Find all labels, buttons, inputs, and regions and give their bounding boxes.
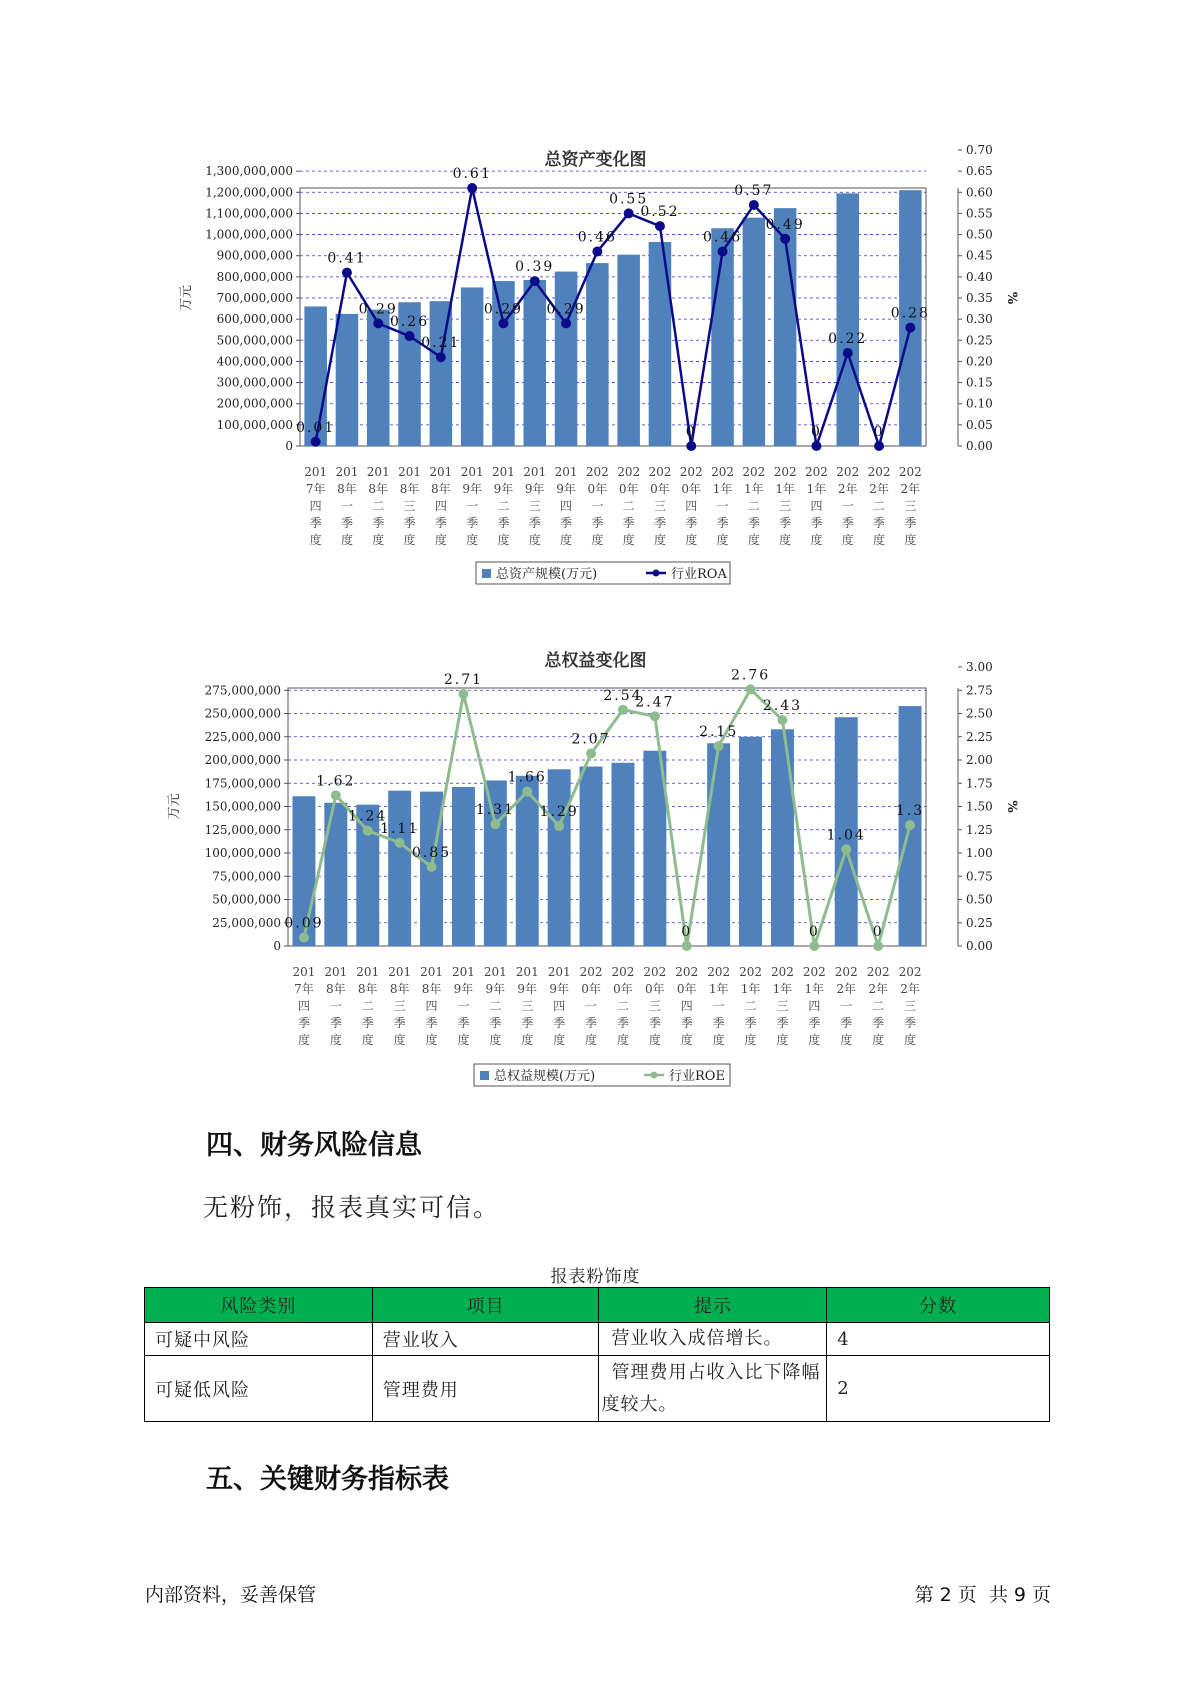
data-label-14: 0.57 <box>734 182 774 199</box>
data-point-2 <box>373 318 383 328</box>
x-tick-label-8: 201 9年四季度 <box>547 965 571 1047</box>
data-label-10: 0.55 <box>609 191 649 208</box>
y2-tick-label: 2.75 <box>966 683 993 698</box>
data-point-9 <box>586 748 596 758</box>
y-tick-label: 200,000,000 <box>216 396 293 411</box>
x-tick-label-11: 202 0年三季度 <box>643 965 667 1047</box>
data-label-5: 2.71 <box>443 671 484 688</box>
bar-5 <box>452 787 475 946</box>
y2-tick-label: 3.00 <box>966 660 993 674</box>
x-tick-label-3: 201 8年三季度 <box>388 965 412 1047</box>
table-row <box>145 1356 1050 1422</box>
data-point-11 <box>650 711 660 721</box>
bar-14 <box>739 737 762 946</box>
y2-tick-label: 1.00 <box>966 846 993 860</box>
data-point-12 <box>682 941 692 951</box>
data-label-8: 0.29 <box>546 301 586 318</box>
y2-tick-label: 0.70 <box>966 143 993 157</box>
y2-tick-label: 0.10 <box>966 396 993 411</box>
x-tick-label-15: 202 1年三季度 <box>770 965 794 1047</box>
data-point-15 <box>780 234 790 244</box>
data-label-1: 1.62 <box>316 773 356 790</box>
x-tick-label-5: 201 9年一季度 <box>451 965 475 1047</box>
x-tick-label-7: 201 9年三季度 <box>523 465 547 547</box>
data-label-3: 0.26 <box>389 314 430 331</box>
data-point-16 <box>809 941 819 951</box>
column-header-item: 项目 <box>372 1288 599 1323</box>
data-point-3 <box>405 331 415 341</box>
data-label-18: 0 <box>872 924 884 940</box>
data-point-5 <box>467 183 477 193</box>
y2-tick-label: 0.45 <box>966 248 993 263</box>
y2-tick-label: 0.00 <box>966 939 993 953</box>
bar-11 <box>649 242 672 446</box>
x-tick-label-13: 202 1年一季度 <box>711 465 735 547</box>
data-label-4: 0.21 <box>421 335 461 352</box>
data-label-5: 0.61 <box>452 166 492 183</box>
y-tick-label: 50,000,000 <box>212 892 281 907</box>
data-point-18 <box>874 441 884 451</box>
data-point-19 <box>905 323 915 333</box>
data-point-6 <box>490 819 500 829</box>
x-tick-label-4: 201 8年四季度 <box>429 465 453 547</box>
x-tick-label-2: 201 8年二季度 <box>356 965 380 1047</box>
column-header-hint: 提示 <box>599 1288 827 1323</box>
data-point-18 <box>873 941 883 951</box>
data-label-9: 0.46 <box>577 229 617 246</box>
data-label-11: 2.47 <box>635 694 675 711</box>
data-label-2: 0.29 <box>358 301 398 318</box>
data-point-7 <box>522 787 532 797</box>
y-tick-label: 75,000,000 <box>212 869 281 884</box>
x-tick-label-18: 202 2年二季度 <box>866 965 890 1047</box>
data-point-9 <box>592 246 602 256</box>
data-point-2 <box>363 826 373 836</box>
data-point-0 <box>311 437 321 447</box>
y2-tick-label: 0.35 <box>966 291 993 305</box>
x-tick-label-5: 201 9年一季度 <box>460 465 484 547</box>
y-tick-label: 0 <box>285 439 293 453</box>
section-heading-financial-risk: 四、财务风险信息 <box>206 1130 422 1161</box>
data-label-16: 0 <box>808 924 820 940</box>
x-tick-label-9: 202 0年一季度 <box>579 965 603 1047</box>
data-label-17: 1.04 <box>826 827 866 844</box>
y2-tick-label: 1.25 <box>966 822 993 837</box>
data-point-0 <box>299 933 309 943</box>
y-tick-label: 900,000,000 <box>216 248 293 263</box>
bar-10 <box>617 255 640 446</box>
data-label-15: 2.43 <box>762 698 803 715</box>
data-point-3 <box>395 838 405 848</box>
y2-tick-label: 2.00 <box>966 753 993 767</box>
y2-tick-label: 2.50 <box>966 706 993 721</box>
bar-2 <box>367 310 390 446</box>
risk-category-cell: 可疑低风险 <box>145 1356 373 1422</box>
hint-cell: 营业收入成倍增长。 <box>599 1323 827 1356</box>
y-tick-label: 700,000,000 <box>216 291 293 305</box>
bar-9 <box>580 767 603 946</box>
y2-tick-label: 2.25 <box>966 729 993 744</box>
y-tick-label: 1,100,000,000 <box>205 206 293 221</box>
bar-17 <box>836 193 859 446</box>
y-tick-label: 600,000,000 <box>216 312 293 327</box>
data-label-16: 0 <box>810 424 822 440</box>
data-label-14: 2.76 <box>730 667 771 684</box>
data-label-12: 0 <box>685 424 697 440</box>
x-tick-label-19: 202 2年三季度 <box>898 465 922 547</box>
data-label-18: 0 <box>873 424 885 440</box>
y2-tick-label: 0.40 <box>966 269 993 284</box>
risk-category-cell: 可疑中风险 <box>145 1323 373 1356</box>
y2-tick-label: 0.30 <box>966 312 993 327</box>
data-label-13: 0.46 <box>702 229 743 246</box>
x-tick-label-0: 201 7年四季度 <box>304 465 328 547</box>
y-tick-label: 150,000,000 <box>204 799 281 814</box>
x-tick-label-10: 202 0年二季度 <box>611 965 635 1047</box>
data-point-14 <box>749 200 759 210</box>
data-point-13 <box>718 246 728 256</box>
legend-line-label: 行业ROE <box>669 1069 725 1084</box>
bar-13 <box>711 228 734 446</box>
data-point-19 <box>905 820 915 830</box>
x-tick-label-15: 202 1年三季度 <box>773 465 797 547</box>
data-point-10 <box>624 208 634 218</box>
data-point-1 <box>331 790 341 800</box>
x-tick-label-4: 201 8年四季度 <box>420 965 444 1047</box>
y2-tick-label: 0.50 <box>966 892 993 907</box>
data-label-17: 0.22 <box>828 330 868 347</box>
x-tick-label-10: 202 0年二季度 <box>617 465 641 547</box>
bar-10 <box>611 763 634 946</box>
data-label-2: 1.24 <box>348 808 388 825</box>
risk-table <box>144 1287 1050 1422</box>
legend-line-marker <box>651 1072 658 1079</box>
y-tick-label: 1,200,000,000 <box>205 185 293 200</box>
footer-confidential-note: 内部资料，妥善保管 <box>145 1584 317 1606</box>
bar-7 <box>523 280 546 446</box>
bar-3 <box>388 791 411 946</box>
data-label-7: 1.66 <box>507 769 547 786</box>
x-tick-label-18: 202 2年二季度 <box>867 465 891 547</box>
data-point-12 <box>686 441 696 451</box>
y-axis-title: 万元 <box>167 793 182 820</box>
y2-axis-title: % <box>1004 291 1019 305</box>
data-point-5 <box>458 689 468 699</box>
data-point-14 <box>746 684 756 694</box>
data-point-4 <box>436 352 446 362</box>
y-tick-label: 300,000,000 <box>216 375 293 390</box>
x-tick-label-7: 201 9年三季度 <box>515 965 539 1047</box>
data-label-13: 2.15 <box>699 724 739 741</box>
y2-tick-label: 0.50 <box>966 227 993 242</box>
risk-conclusion-text: 无粉饰，报表真实可信。 <box>203 1193 501 1222</box>
y-axis-title: 万元 <box>179 284 194 312</box>
y2-tick-label: 0.20 <box>966 354 993 369</box>
data-label-8: 1.29 <box>539 804 579 821</box>
item-cell: 管理费用 <box>372 1356 599 1422</box>
x-tick-label-3: 201 8年三季度 <box>398 465 422 547</box>
risk-table-header-row <box>145 1288 1050 1323</box>
x-tick-label-2: 201 8年二季度 <box>366 465 390 547</box>
table-caption: 报表粉饰度 <box>550 1267 641 1287</box>
data-point-17 <box>843 348 853 358</box>
bar-1 <box>324 803 347 946</box>
bar-14 <box>743 218 766 446</box>
hint-cell: 管理费用占收入比下降幅度较大。 <box>599 1356 827 1422</box>
y2-tick-label: 0.60 <box>966 185 993 200</box>
bar-9 <box>586 263 609 446</box>
x-tick-label-0: 201 7年四季度 <box>292 965 316 1047</box>
x-tick-label-12: 202 0年四季度 <box>679 465 703 547</box>
y-tick-label: 100,000,000 <box>204 846 281 860</box>
x-tick-label-17: 202 2年一季度 <box>836 465 860 547</box>
data-point-8 <box>561 318 571 328</box>
data-label-10: 2.54 <box>603 687 643 704</box>
bar-1 <box>336 314 359 446</box>
y-tick-label: 500,000,000 <box>216 333 293 348</box>
y2-tick-label: 0.00 <box>966 439 993 453</box>
y-tick-label: 275,000,000 <box>204 683 281 698</box>
data-point-8 <box>554 821 564 831</box>
data-point-11 <box>655 221 665 231</box>
column-header-score: 分数 <box>827 1288 1050 1323</box>
y-tick-label: 25,000,000 <box>212 915 281 930</box>
data-label-9: 2.07 <box>571 731 611 748</box>
bar-4 <box>430 301 453 446</box>
data-point-1 <box>342 268 352 278</box>
bar-13 <box>707 743 730 946</box>
y-tick-label: 250,000,000 <box>204 706 281 721</box>
data-point-7 <box>530 276 540 286</box>
y2-tick-label: 1.50 <box>966 799 993 814</box>
data-label-19: 0.28 <box>890 305 930 322</box>
y2-tick-label: 1.75 <box>966 776 993 791</box>
legend-bar-swatch <box>480 1071 489 1080</box>
legend-bar-swatch <box>482 569 491 578</box>
x-tick-label-14: 202 1年二季度 <box>739 965 763 1047</box>
data-point-13 <box>714 741 724 751</box>
y2-tick-label: 0.75 <box>966 869 993 884</box>
y-tick-label: 225,000,000 <box>204 729 281 744</box>
x-tick-label-6: 201 9年二季度 <box>483 965 507 1047</box>
y-tick-label: 1,300,000,000 <box>205 164 293 179</box>
item-cell: 营业收入 <box>372 1323 599 1356</box>
data-point-4 <box>427 862 437 872</box>
data-label-7: 0.39 <box>515 259 555 276</box>
data-label-0: 0.09 <box>284 915 324 932</box>
footer-page-number: 第 2 页 共 9 页 <box>914 1584 1051 1606</box>
bar-8 <box>548 769 571 946</box>
chart-title-total-equity: 总权益变化图 <box>544 651 647 671</box>
data-label-15: 0.49 <box>765 216 805 233</box>
y-tick-label: 100,000,000 <box>216 417 293 432</box>
data-label-1: 0.41 <box>327 250 367 267</box>
data-label-6: 0.29 <box>483 301 524 318</box>
score-cell: 4 <box>827 1323 1050 1356</box>
y-tick-label: 125,000,000 <box>204 822 281 837</box>
legend-bar-label: 总权益规模(万元) <box>494 1069 596 1084</box>
column-header-risk-category: 风险类别 <box>145 1288 373 1323</box>
y2-tick-label: 0.25 <box>966 333 993 348</box>
y2-tick-label: 0.55 <box>966 206 993 221</box>
data-label-12: 0 <box>681 924 693 940</box>
y-tick-label: 800,000,000 <box>216 269 293 284</box>
x-tick-label-1: 201 8年一季度 <box>335 465 359 547</box>
x-tick-label-19: 202 2年三季度 <box>898 965 922 1047</box>
y-tick-label: 1,000,000,000 <box>205 227 293 242</box>
x-tick-label-14: 202 1年二季度 <box>742 465 766 547</box>
x-tick-label-6: 201 9年二季度 <box>491 465 515 547</box>
data-label-4: 0.85 <box>411 844 452 861</box>
y2-axis-title: % <box>1004 800 1019 813</box>
x-tick-label-13: 202 1年一季度 <box>707 965 731 1047</box>
bar-15 <box>771 729 794 946</box>
x-tick-label-9: 202 0年一季度 <box>585 465 609 547</box>
data-point-17 <box>841 844 851 854</box>
data-point-16 <box>811 441 821 451</box>
section-heading-key-indicators: 五、关键财务指标表 <box>206 1464 449 1495</box>
data-label-3: 1.11 <box>380 820 420 837</box>
y-tick-label: 175,000,000 <box>204 776 281 791</box>
x-tick-label-16: 202 1年四季度 <box>804 465 828 547</box>
x-tick-label-12: 202 0年四季度 <box>675 965 699 1047</box>
bar-5 <box>461 287 484 446</box>
chart-title-total-assets: 总资产变化图 <box>544 150 647 170</box>
y2-tick-label: 0.05 <box>966 417 993 432</box>
data-label-19: 1.3 <box>895 803 925 820</box>
data-label-11: 0.52 <box>640 204 680 221</box>
legend-line-label: 行业ROA <box>671 567 727 582</box>
y2-tick-label: 0.65 <box>966 164 993 179</box>
bar-8 <box>555 272 578 446</box>
y-tick-label: 0 <box>273 939 281 953</box>
x-tick-label-16: 202 1年四季度 <box>802 965 826 1047</box>
y2-tick-label: 0.25 <box>966 915 993 930</box>
x-tick-label-17: 202 2年一季度 <box>834 965 858 1047</box>
data-label-0: 0.01 <box>296 419 336 436</box>
table-row <box>145 1323 1050 1356</box>
y2-tick-label: 0.15 <box>966 375 993 390</box>
data-point-10 <box>618 705 628 715</box>
data-point-15 <box>777 715 787 725</box>
y-tick-label: 200,000,000 <box>204 753 281 767</box>
score-cell: 2 <box>827 1356 1050 1422</box>
x-tick-label-8: 201 9年四季度 <box>554 465 578 547</box>
x-tick-label-11: 202 0年三季度 <box>648 465 672 547</box>
legend-bar-label: 总资产规模(万元) <box>496 567 598 582</box>
x-tick-label-1: 201 8年一季度 <box>324 965 348 1047</box>
data-label-6: 1.31 <box>475 802 515 819</box>
legend-line-marker <box>653 570 660 577</box>
y-tick-label: 400,000,000 <box>216 354 293 369</box>
data-point-6 <box>498 318 508 328</box>
